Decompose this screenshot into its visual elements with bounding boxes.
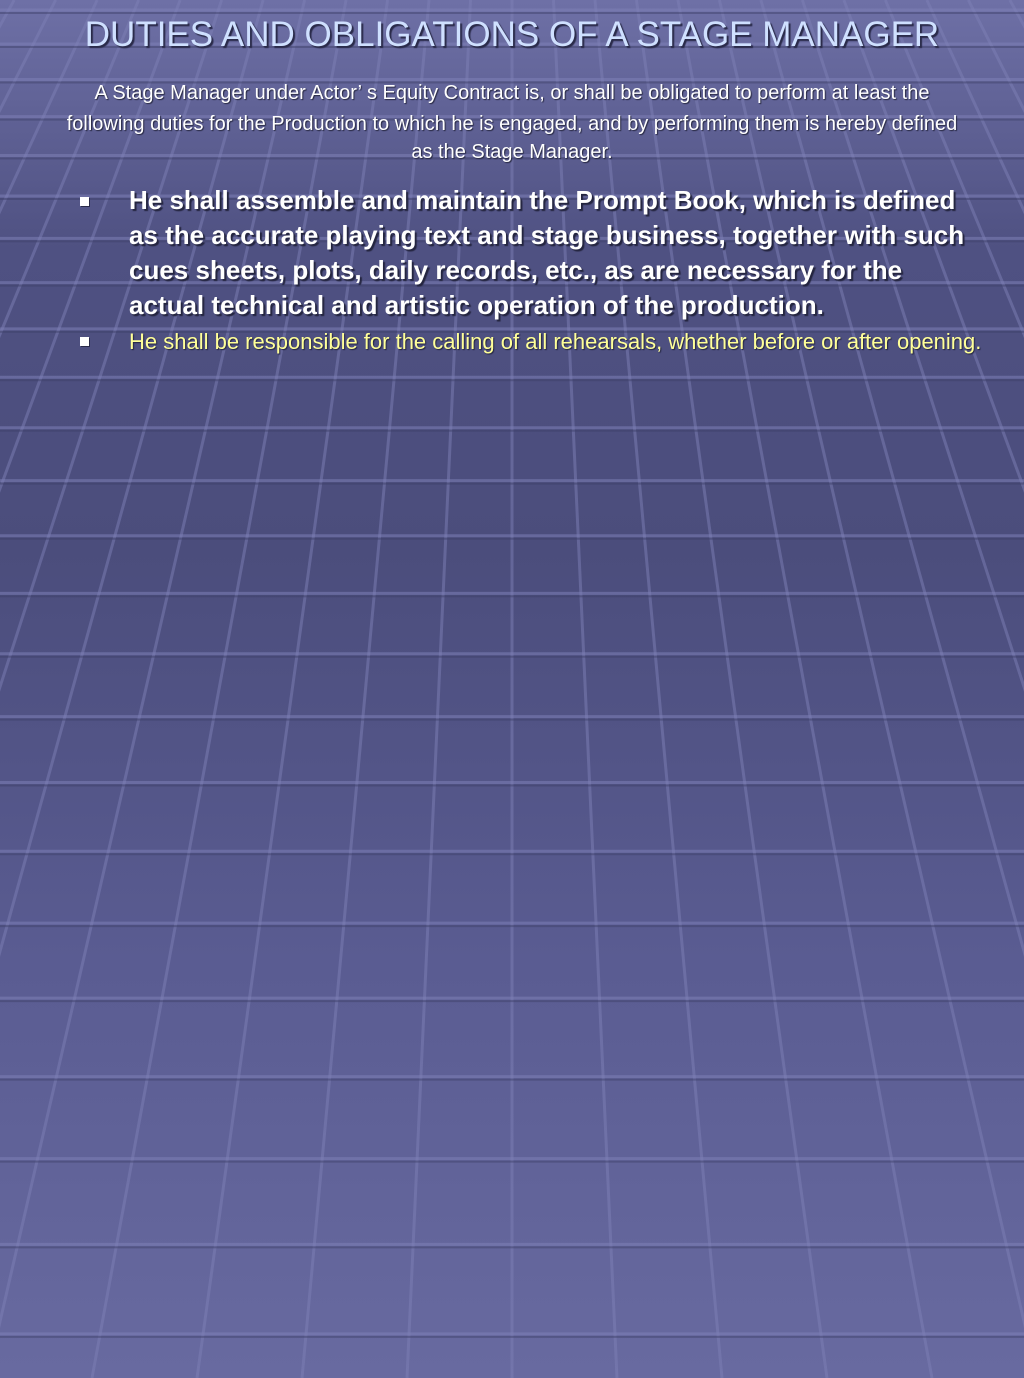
intro-line: as the Stage Manager.	[411, 141, 613, 163]
intro-line: following duties for the Production to which he is engaged, and by performing them is hereby defined	[66, 113, 958, 135]
list-item	[0, 327, 1024, 357]
list-item	[0, 183, 1024, 323]
duties-list	[0, 183, 1024, 357]
intro-line: A Stage Manager under Actor’ s Equity Contract is, or shall be obligated to perform at least the	[94, 82, 930, 104]
intro-paragraph	[20, 79, 1004, 166]
list-item-text: He shall be responsible for the calling of all rehearsals, whether before or after opening.	[129, 329, 982, 354]
square-bullet-icon	[80, 337, 89, 346]
slide-title: DUTIES AND OBLIGATIONS OF A STAGE MANAGER	[84, 15, 940, 54]
list-item-text: He shall assemble and maintain the Prompt Book, which is defined as the accurate playing text and stage business, together with such cues sheets, plots, daily records, etc., as are necessary for the actual technical and artistic operation of the production.	[129, 185, 965, 320]
square-bullet-icon	[80, 197, 89, 206]
